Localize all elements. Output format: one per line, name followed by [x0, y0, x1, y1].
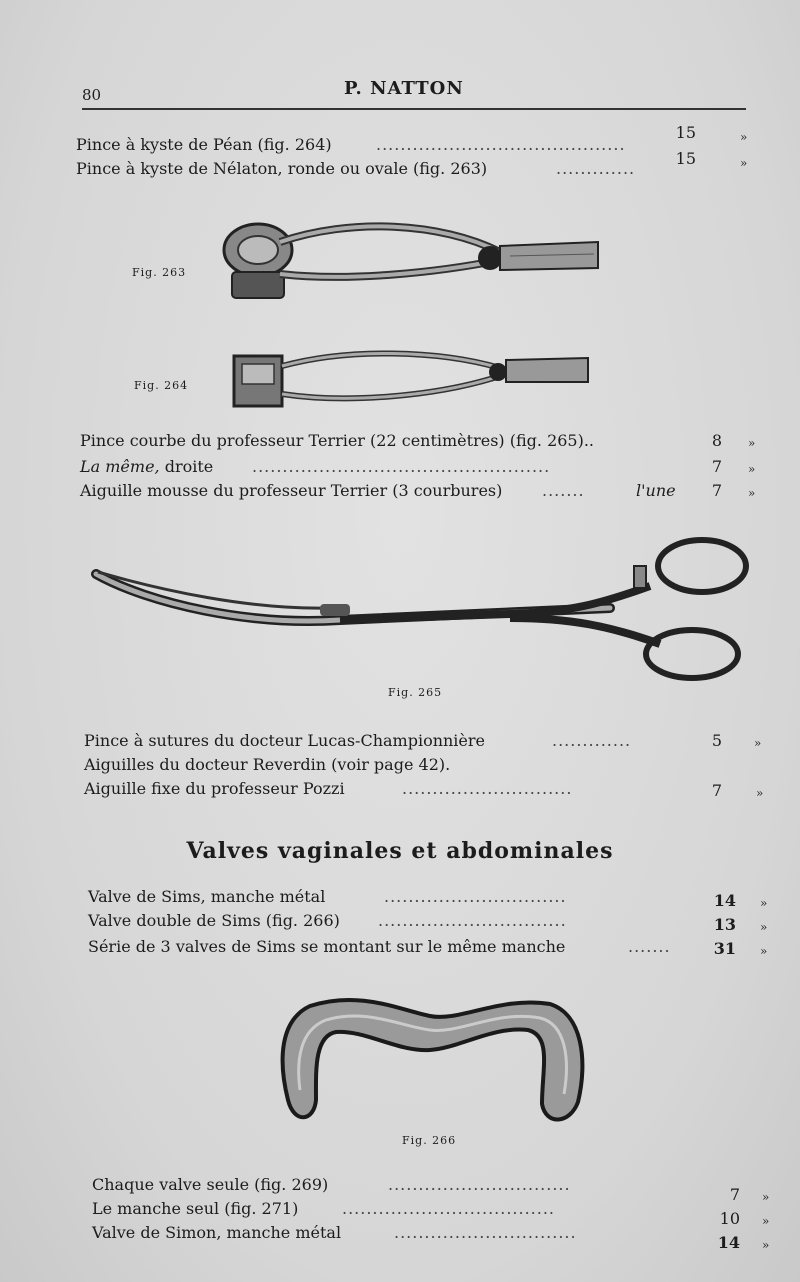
item-price: 7: [711, 481, 722, 500]
price-row: Le manche seul (fig. 271) ................................... 10 »: [92, 1198, 772, 1220]
figure-caption: Fig. 264: [134, 379, 189, 392]
item-label: Valve double de Sims (fig. 266): [88, 911, 340, 930]
item-price: 31: [713, 939, 736, 958]
double-speculum-266-illustration: [270, 990, 590, 1130]
price-mark: »: [762, 1190, 770, 1204]
item-label: Le manche seul (fig. 271): [92, 1199, 299, 1218]
price-mark: »: [760, 896, 768, 910]
price-row: [84, 754, 764, 776]
price-row: Valve de Simon, manche métal .............................. 14 »: [92, 1222, 772, 1244]
price-mark: »: [756, 786, 764, 800]
price-mark: »: [760, 944, 768, 958]
item-label: droite: [159, 457, 214, 476]
price-row: Chaque valve seule (fig. 269) .............................. 7 »: [92, 1174, 772, 1196]
forceps-265-illustration: [90, 534, 754, 684]
price-mark: »: [762, 1238, 770, 1252]
item-price: 7: [711, 781, 722, 800]
price-mark: »: [740, 156, 748, 170]
price-mark: »: [748, 462, 756, 476]
item-label: Série de 3 valves de Sims se montant sur le même manche: [88, 937, 566, 956]
figure-caption: Fig. 266: [402, 1134, 457, 1147]
item-label: Aiguille mousse du professeur Terrier (3 courbures): [80, 481, 503, 500]
item-label: Valve de Sims, manche métal: [88, 887, 326, 906]
price-mark: »: [748, 486, 756, 500]
figure-caption: Fig. 263: [132, 266, 187, 279]
price-row: La même, droite ................................................. 7 »: [80, 456, 760, 478]
item-label: Aiguille fixe du professeur Pozzi: [84, 779, 345, 798]
item-price: 15: [675, 149, 696, 168]
item-price: 7: [711, 457, 722, 476]
item-label: Pince à kyste de Péan (fig. 264): [76, 135, 332, 154]
price-row: [80, 430, 760, 452]
price-row: Aiguille mousse du professeur Terrier (3 courbures) ....... l'une 7 »: [80, 480, 760, 502]
item-label-italic: La même,: [80, 457, 160, 476]
item-label: Chaque valve seule (fig. 269): [92, 1175, 329, 1194]
price-row: Pince à kyste de Nélaton, ronde ou ovale (fig. 263) ............. 15 »: [76, 149, 748, 178]
item-price: 8: [711, 431, 722, 450]
item-price: 7: [729, 1185, 740, 1204]
item-label: Pince courbe du professeur Terrier (22 centimètres) (fig. 265)..: [80, 431, 595, 450]
price-mark: »: [748, 436, 756, 450]
forceps-263-illustration: [220, 212, 610, 312]
page-number: 80: [82, 86, 102, 104]
page-header: [82, 78, 746, 110]
item-price: 10: [719, 1209, 740, 1228]
item-qualifier: l'une: [636, 481, 676, 500]
section-title: Valves vaginales et abdominales: [186, 838, 614, 864]
price-mark: »: [762, 1214, 770, 1228]
forceps-264-illustration: [228, 346, 598, 416]
price-row: Aiguille fixe du professeur Pozzi ............................ 7 »: [84, 778, 764, 800]
price-row: Pince à kyste de Péan (fig. 264) ......................................... 15 »: [76, 123, 748, 154]
item-price: 5: [711, 731, 722, 750]
price-row: Série de 3 valves de Sims se montant sur le même manche ....... 31 »: [88, 936, 768, 958]
price-row: Pince à sutures du docteur Lucas-Championnière ............. 5 »: [84, 730, 764, 752]
price-mark: »: [740, 130, 748, 144]
item-label: Aiguilles du docteur Reverdin (voir page 42).: [84, 755, 451, 774]
price-mark: »: [754, 736, 762, 750]
item-price: 13: [713, 915, 736, 934]
item-price: 14: [713, 891, 736, 910]
item-label: Pince à kyste de Nélaton, ronde ou ovale (fig. 263): [76, 159, 488, 178]
item-label: Valve de Simon, manche métal: [92, 1223, 342, 1242]
item-label: Pince à sutures du docteur Lucas-Championnière: [84, 731, 486, 750]
price-mark: »: [760, 920, 768, 934]
price-row: Valve de Sims, manche métal .............................. 14 »: [88, 886, 768, 908]
running-head: P. NATTON: [344, 78, 464, 99]
price-row: Valve double de Sims (fig. 266) ............................... 13 »: [88, 910, 768, 932]
figure-caption: Fig. 265: [388, 686, 443, 699]
item-price: 15: [675, 123, 696, 142]
item-price: 14: [717, 1233, 740, 1252]
